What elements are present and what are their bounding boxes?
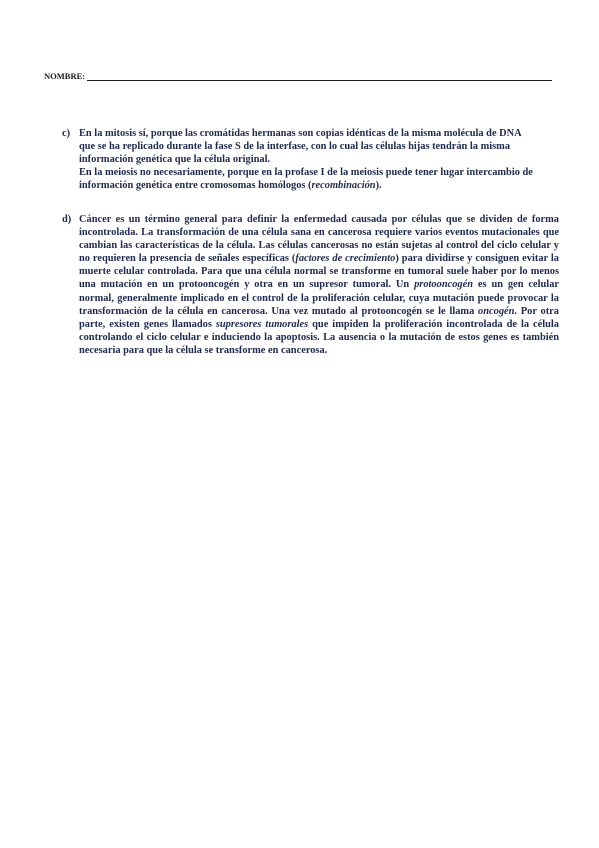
answer-c-term-recombination: recombinación xyxy=(311,180,376,192)
answer-d-term-tumor-suppressors: supresores tumorales xyxy=(215,318,309,330)
answer-c xyxy=(62,127,559,192)
name-field-row xyxy=(44,71,552,81)
answer-c-meiosis-text-2: ). xyxy=(375,180,382,192)
name-label: NOMBRE: xyxy=(44,71,86,81)
answer-d-seg-3: es un gen celular normal, generalmente implicado en el control de la proliferación celular, cuya mutación puede provocar la transformación de la célula en cancerosa. Una vez mutado al protooncogén se le llama xyxy=(79,279,559,317)
name-underline xyxy=(87,71,552,81)
answer-c-letter: c) xyxy=(62,128,71,139)
answer-d-seg-1: Cáncer es un término general para definir la enfermedad causada por células que se dividen de forma incontrolada. La transformación de una célula sana en cancerosa requiere varios eventos mutacionales que cambian las características de la célula. Las células cancerosas no están sujetas al control del ciclo celular y no requieren la presencia de señales específicas ( xyxy=(79,214,559,265)
answer-d-term-protooncogene: protooncogén xyxy=(414,279,473,291)
answer-d-term-oncogene: oncogén xyxy=(478,305,515,317)
answer-d-term-growth-factors: factores de crecimiento xyxy=(295,253,396,265)
answer-d xyxy=(62,213,559,357)
answer-d-seg-2: ) para dividirse y consiguen evitar la muerte celular controlada. Para que una célula normal se transforme en tumoral suele haber por lo menos una mutación en un protooncogén y otra en un supresor tumoral. Un xyxy=(79,253,559,291)
answer-d-paragraph xyxy=(79,213,559,357)
answer-d-seg-4: . Por otra parte, existen genes llamados xyxy=(79,305,559,330)
answer-c-mitosis-paragraph: En la mitosis sí, porque las cromátidas hermanas son copias idénticas de la misma molécula de DNA que se ha replicado durante la fase S de la interfase, con lo cual las células hijas tendrán la misma información genética que la célula original. xyxy=(79,128,522,166)
answer-c-meiosis-paragraph xyxy=(79,166,534,192)
answer-d-seg-5: que impiden la proliferación incontrolada de la célula controlando el ciclo celular e induciendo la apoptosis. La ausencia o la mutación de estos genes es también necesaria para que la célula se transforme en cancerosa. xyxy=(79,318,559,356)
answer-c-meiosis-text-1: En la meiosis no necesariamente, porque en la profase I de la meiosis puede tener lugar intercambio de información genética entre cromosomas homólogos ( xyxy=(79,167,533,192)
answer-d-letter: d) xyxy=(62,214,72,225)
